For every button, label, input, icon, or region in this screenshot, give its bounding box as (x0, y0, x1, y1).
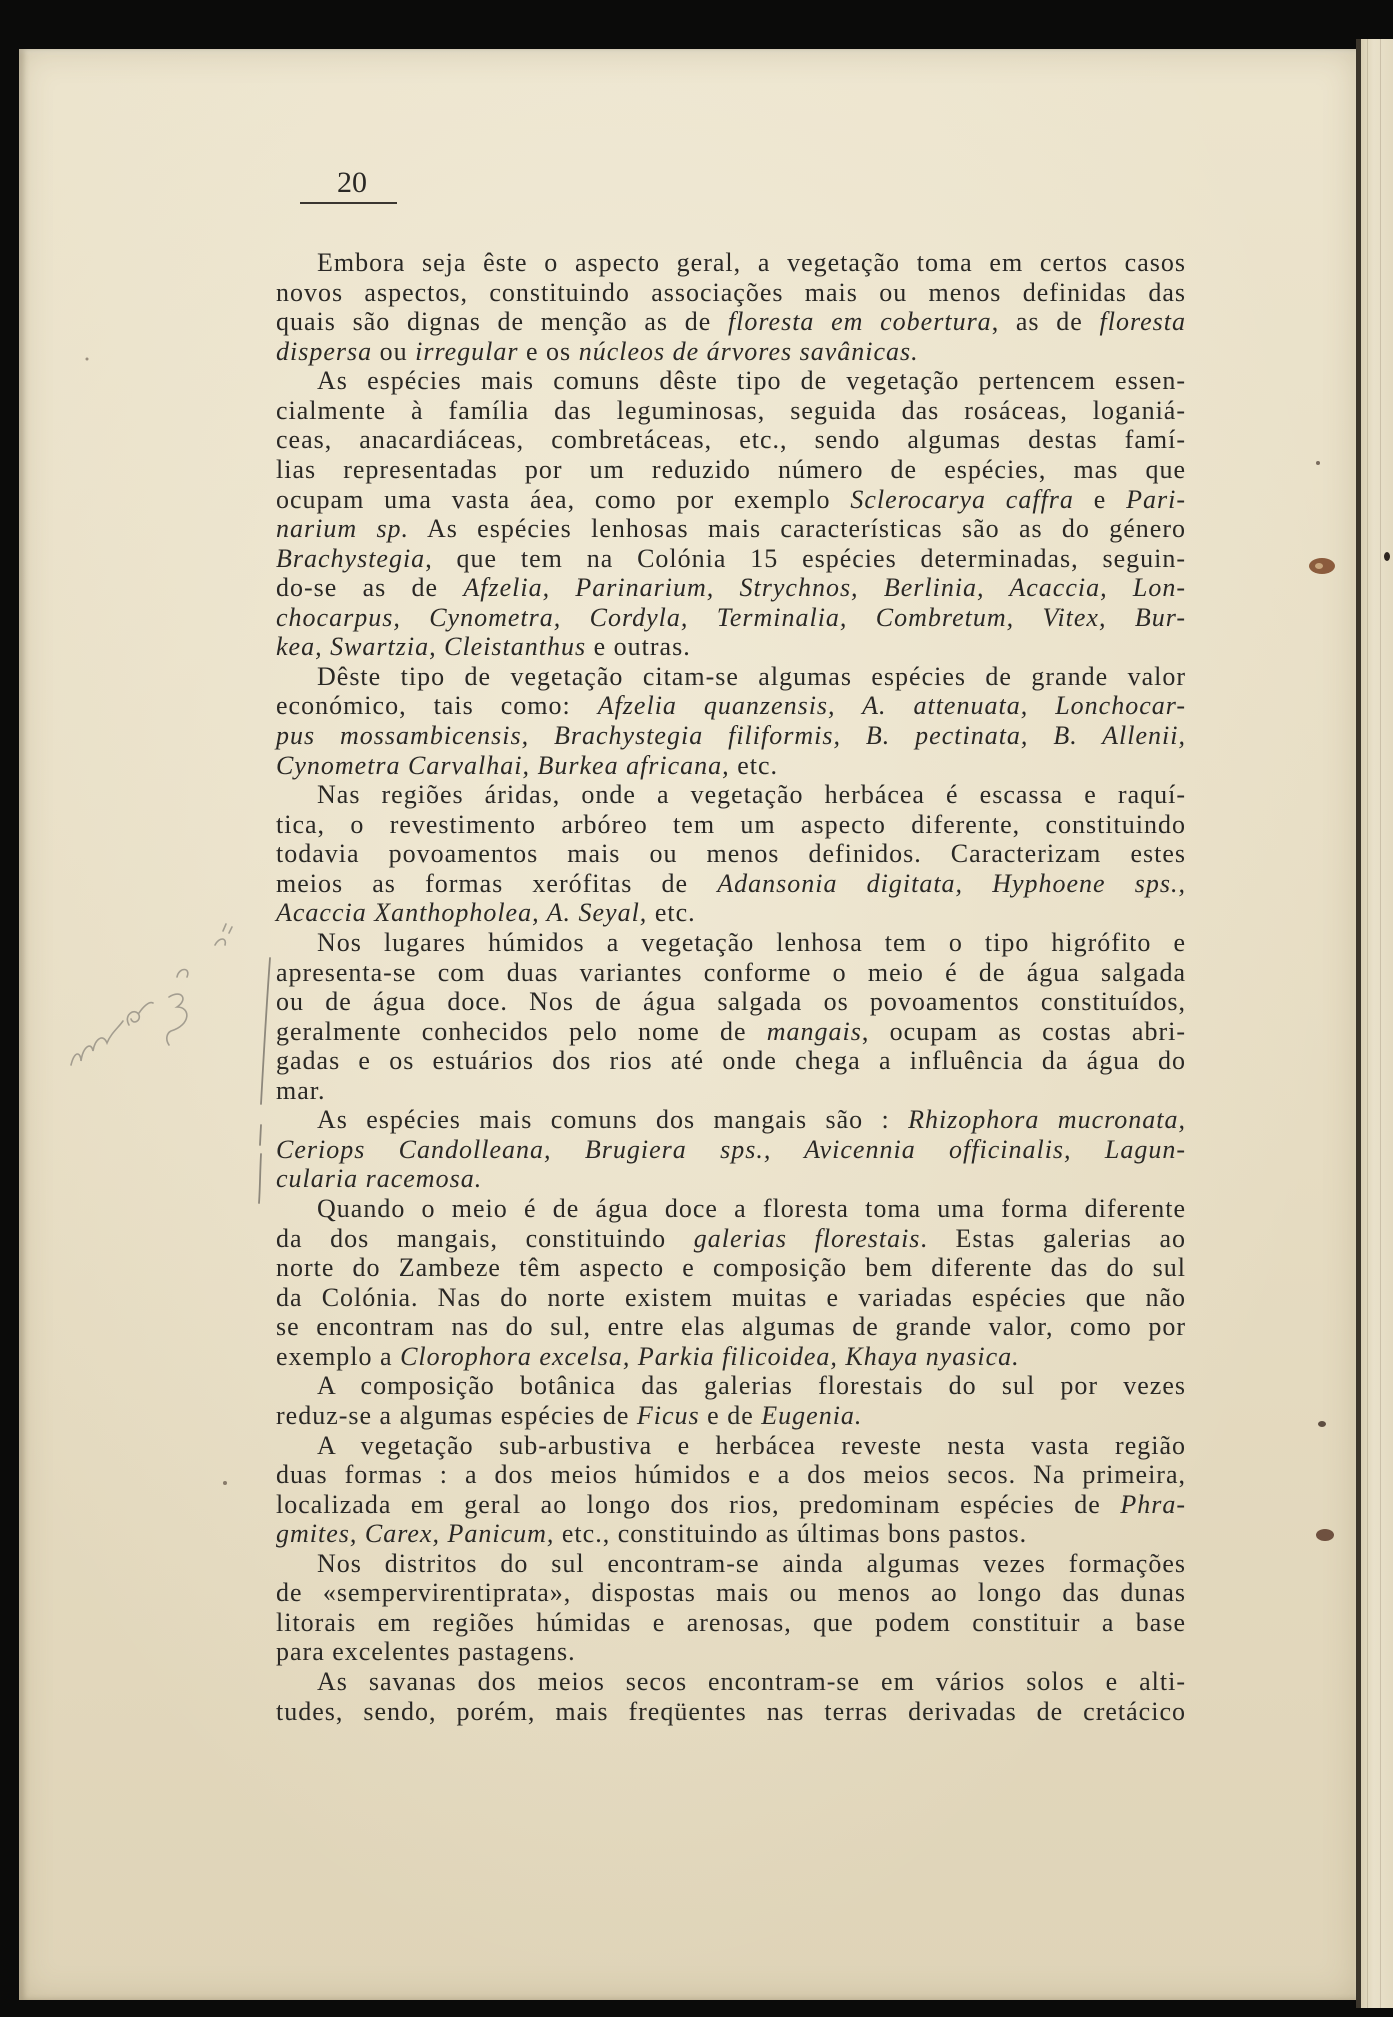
text-run: ou (372, 336, 416, 366)
italic-text: kea, Swartzia, Cleistanthus (276, 632, 587, 662)
text-run: Nas regiões áridas, onde a vegetação herbácea é escassa e raquí- (317, 780, 1186, 810)
text-line (276, 1608, 1186, 1638)
italic-text: floresta (1099, 307, 1186, 337)
paragraph (276, 366, 1186, 662)
pencil-scribble (177, 970, 188, 978)
paper-stain (1318, 1421, 1326, 1427)
text-run: As espécies mais comuns dos mangais são : (317, 1105, 909, 1135)
text-line (276, 1490, 1186, 1520)
text-run: , as de (991, 307, 1100, 337)
text-run: ocupam uma vasta áea, como por exemplo (276, 484, 851, 514)
text-run: localizada em geral ao longo dos rios, predominam espécies de (276, 1489, 1121, 1519)
text-line (276, 1549, 1186, 1579)
text-run: para excelentes pastagens. (276, 1637, 576, 1667)
text-run: litorais em regiões húmidas e arenosas, que podem constituir a base (276, 1607, 1186, 1637)
text-line (276, 1519, 1186, 1549)
text-run: da Colónia. Nas do norte existem muitas e variadas espécies que não (276, 1282, 1186, 1312)
paragraph (276, 1549, 1186, 1667)
paragraph (276, 1371, 1186, 1430)
text-run: etc., constituindo as últimas bons pastos. (554, 1519, 1028, 1549)
text-line (276, 928, 1186, 958)
paper-stain (1384, 552, 1390, 561)
italic-text: Afzelia quanzensis, A. attenuata, Lonchocar- (597, 691, 1186, 721)
text-line (276, 1667, 1186, 1697)
page-number: 20 (337, 166, 367, 199)
text-line (276, 1105, 1186, 1135)
paragraph (276, 1194, 1186, 1371)
text-run: Dêste tipo de vegetação citam-se algumas espécies de grande valor (317, 661, 1186, 691)
text-line (276, 1017, 1186, 1047)
text-line (276, 1194, 1186, 1224)
paragraph (276, 248, 1186, 366)
pencil-margin-line (260, 1125, 261, 1145)
text-run: duas formas : a dos meios húmidos e a dos meios secos. Na primeira, (276, 1460, 1186, 1490)
italic-text: galerias florestais (693, 1223, 921, 1253)
paragraph (276, 1667, 1186, 1726)
pencil-margin-line (259, 1154, 261, 1203)
text-line (276, 1578, 1186, 1608)
text-line (276, 1401, 1186, 1431)
text-run: lias representadas por um reduzido número de espécies, mas que (276, 454, 1186, 484)
italic-text: Acaccia Xanthopholea, A. Seyal, (276, 898, 648, 928)
text-run: ceas, anacardiáceas, combretáceas, etc., sendo algumas destas famí- (276, 425, 1186, 455)
text-line (276, 751, 1186, 781)
paragraph (276, 1105, 1186, 1194)
text-run: exemplo a (276, 1341, 401, 1371)
italic-text: mangais (766, 1016, 862, 1046)
text-line (276, 248, 1186, 278)
text-line (276, 396, 1186, 426)
text-run: norte do Zambeze têm aspecto e composição bem diferente das do sul (276, 1253, 1186, 1283)
text-run: cialmente à família das leguminosas, seguida das rosáceas, loganiá- (276, 395, 1186, 425)
text-line (276, 1371, 1186, 1401)
text-run: etc. (647, 898, 696, 928)
text-line (276, 632, 1186, 662)
paper-stain (1316, 1529, 1334, 1541)
text-run: e os (518, 336, 579, 366)
text-run: , ocupam as costas abri- (861, 1016, 1186, 1046)
text-run: etc. (729, 750, 778, 780)
italic-text: Ceriops Candolleana, Brugiera sps., Avicennia officinalis, Lagun- (276, 1134, 1186, 1164)
page-number-rule (300, 202, 397, 204)
text-line (276, 1431, 1186, 1461)
text-run: e de (699, 1400, 762, 1430)
text-line (276, 278, 1186, 308)
paper-stain (1316, 461, 1320, 465)
text-line (276, 366, 1186, 396)
text-run: meios as formas xerófitas de (276, 868, 718, 898)
text-line (276, 307, 1186, 337)
paper-stain (223, 1481, 227, 1485)
text-line (276, 1637, 1186, 1667)
paragraph (276, 928, 1186, 1105)
text-run: de «sempervirentiprata», dispostas mais ou menos ao longo das dunas (276, 1578, 1186, 1608)
text-line (276, 337, 1186, 367)
text-run: novos aspectos, constituindo associações mais ou menos definidas das (276, 277, 1186, 307)
text-line (276, 1460, 1186, 1490)
text-line (276, 544, 1186, 574)
text-line (276, 1253, 1186, 1283)
italic-text: chocarpus, Cynometra, Cordyla, Terminalia, Combretum, Vitex, Bur- (276, 602, 1186, 632)
text-run: Nos distritos do sul encontram-se ainda algumas vezes formações (317, 1548, 1186, 1578)
text-line (276, 1046, 1186, 1076)
text-line (276, 691, 1186, 721)
text-run: todavia povoamentos mais ou menos definidos. Caracterizam estes (276, 839, 1186, 869)
text-line (276, 662, 1186, 692)
text-run: reduz-se a algumas espécies de (276, 1400, 637, 1430)
text-run: A composição botânica das galerias florestais do sul por vezes (317, 1371, 1186, 1401)
text-line (276, 721, 1186, 751)
text-run: Embora seja êste o aspecto geral, a vegetação toma em certos casos (317, 248, 1186, 277)
text-run: Quando o meio é de água doce a floresta toma uma forma diferente (317, 1194, 1186, 1223)
text-run: e (1073, 484, 1127, 514)
text-line (276, 573, 1186, 603)
text-run: A vegetação sub-arbustiva e herbácea reveste nesta vasta região (317, 1430, 1186, 1460)
italic-text: Cynometra Carvalhai, Burkea africana, (276, 750, 730, 780)
italic-text: Afzelia, Parinarium, Strychnos, Berlinia, Acaccia, Lon- (463, 573, 1187, 603)
italic-text: Adansonia digitata, Hyphoene sps., (717, 868, 1186, 898)
pencil-scribble (167, 994, 187, 1045)
italic-text: Ficus (636, 1400, 700, 1430)
text-run: As savanas dos meios secos encontram-se em vários solos e alti- (317, 1667, 1186, 1696)
paper-stain (1315, 563, 1323, 569)
italic-text: floresta em cobertura (727, 307, 992, 337)
text-line (276, 1224, 1186, 1254)
text-line (276, 898, 1186, 928)
page-sheet (19, 49, 1357, 2000)
text-line (276, 1076, 1186, 1106)
text-line (276, 1283, 1186, 1313)
text-line (276, 425, 1186, 455)
pencil-scribble (127, 1003, 153, 1025)
paragraph (276, 780, 1186, 928)
paper-stain (86, 358, 89, 361)
pencil-margin-line (261, 958, 270, 1104)
text-run: As espécies mais comuns dêste tipo de vegetação pertencem essen- (317, 366, 1186, 396)
text-line (276, 1312, 1186, 1342)
paper-stain (1309, 558, 1335, 574)
text-run: económico, tais como: (276, 691, 598, 721)
italic-text: irregular (415, 336, 519, 366)
italic-text: Brachystegia (276, 543, 426, 573)
italic-text: Phra- (1120, 1489, 1186, 1519)
text-line (276, 1697, 1186, 1727)
italic-text: pus mossambicensis, Brachystegia filiformis, B. pectinata, B. Allenii, (276, 721, 1186, 750)
text-run: mar. (276, 1075, 326, 1105)
text-run: , que tem na Colónia 15 espécies determinadas, seguin- (425, 543, 1186, 573)
text-line (276, 780, 1186, 810)
text-run: se encontram nas do sul, entre elas algumas de grande valor, como por (276, 1312, 1186, 1342)
body-text (276, 248, 1186, 1726)
italic-text: narium sp. (276, 514, 410, 544)
text-run: tica, o revestimento arbóreo tem um aspecto diferente, constituindo (276, 809, 1186, 839)
text-line (276, 987, 1186, 1017)
italic-text: cularia racemosa. (276, 1164, 483, 1194)
paragraph (276, 662, 1186, 780)
text-run: Nos lugares húmidos a vegetação lenhosa tem o tipo higrófito e (317, 927, 1186, 957)
text-line (276, 958, 1186, 988)
text-run: da dos mangais, constituindo (276, 1223, 694, 1253)
text-line (276, 1342, 1186, 1372)
text-line (276, 1164, 1186, 1194)
text-line (276, 810, 1186, 840)
paragraph (276, 1431, 1186, 1549)
italic-text: Rhizophora mucronata, (908, 1105, 1186, 1135)
italic-text: Clorophora excelsa, Parkia filicoidea, Khaya nyasica. (400, 1341, 1020, 1371)
italic-text: Eugenia. (761, 1400, 863, 1430)
adjacent-page-edge (1361, 39, 1393, 2008)
text-run: As espécies lenhosas mais características são as do género (409, 514, 1186, 544)
text-run: tudes, sendo, porém, mais freqüentes nas terras derivadas de cretácico (276, 1696, 1186, 1726)
text-line (276, 869, 1186, 899)
text-line (276, 485, 1186, 515)
italic-text: Sclerocarya caffra (850, 484, 1074, 514)
text-run: geralmente conhecidos pelo nome de (276, 1016, 767, 1046)
text-line (276, 839, 1186, 869)
text-line (276, 1135, 1186, 1165)
italic-text: Pari- (1126, 484, 1186, 514)
pencil-scribble (71, 1021, 123, 1065)
text-run: e outras. (586, 632, 691, 662)
text-line (276, 603, 1186, 633)
pencil-scribble (215, 924, 232, 945)
text-line (276, 514, 1186, 544)
text-run: gadas e os estuários dos rios até onde chega a influência da água do (276, 1046, 1186, 1076)
text-run: . Estas galerias ao (920, 1223, 1186, 1253)
text-run: ou de água doce. Nos de água salgada os povoamentos constituídos, (276, 987, 1186, 1017)
italic-text: núcleos de árvores savânicas. (578, 336, 919, 366)
italic-text: dispersa (276, 336, 373, 366)
text-run: quais são dignas de menção as de (276, 307, 728, 337)
text-run: do-se as de (276, 573, 464, 603)
text-line (276, 455, 1186, 485)
italic-text: gmites, Carex, Panicum, (276, 1519, 555, 1549)
text-run: apresenta-se com duas variantes conforme o meio é de água salgada (276, 957, 1186, 987)
